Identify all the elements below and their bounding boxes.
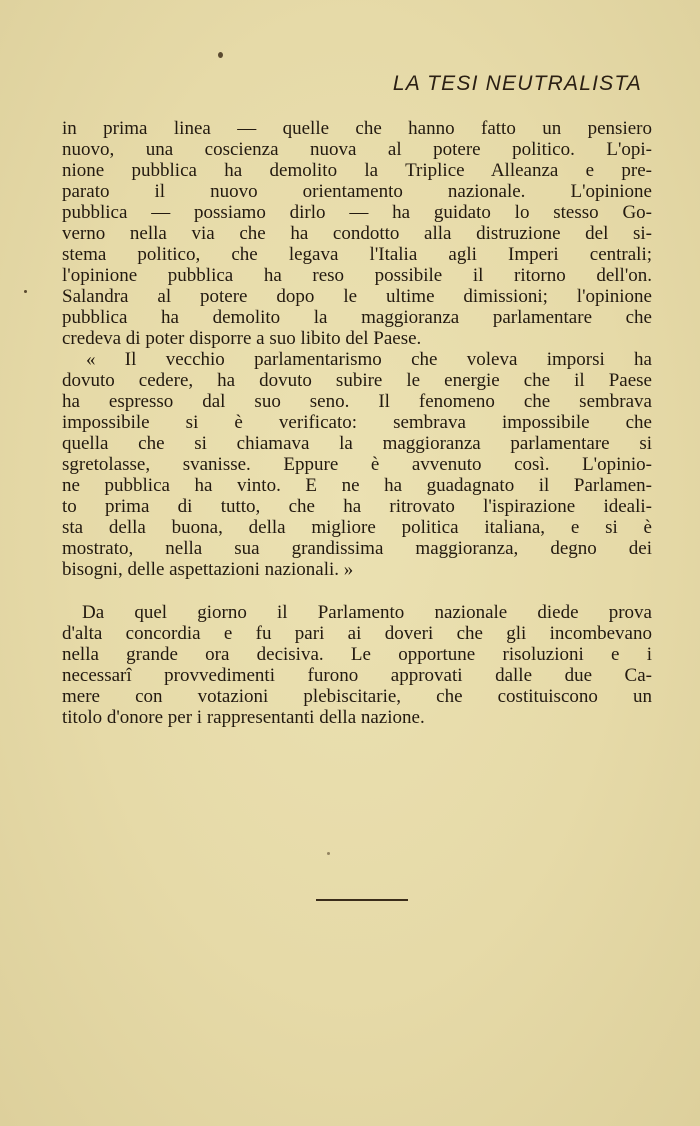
text-line: in prima linea — quelle che hanno fatto un pensiero (62, 118, 652, 139)
text-line: bisogni, delle aspettazioni nazionali. » (62, 559, 354, 580)
text-line: necessarî provvedimenti furono approvati dalle due Ca- (62, 665, 652, 686)
text-line: parato il nuovo orientamento nazionale. L'opinione (62, 181, 652, 202)
running-head-title: LA TESI NEUTRALISTA (392, 72, 642, 95)
text-line: quella che si chiamava la maggioranza parlamentare si (62, 433, 652, 454)
text-line: Da quel giorno il Parlamento nazionale diede prova (82, 602, 652, 623)
text-line: mostrato, nella sua grandissima maggioranza, degno dei (62, 538, 652, 559)
body-text (62, 118, 652, 728)
text-line: stema politico, che legava l'Italia agli Imperi centrali; (62, 244, 652, 265)
ink-speck (24, 290, 27, 293)
text-line: ne pubblica ha vinto. E ne ha guadagnato il Parlamen- (62, 475, 652, 496)
text-line: nuovo, una coscienza nuova al potere politico. L'opi- (62, 139, 652, 160)
text-line: impossibile si è verificato: sembrava impossibile che (62, 412, 652, 433)
paragraph-gap (62, 580, 652, 602)
text-line: pubblica — possiamo dirlo — ha guidato lo stesso Go- (62, 202, 652, 223)
text-line: dovuto cedere, ha dovuto subire le energie che il Paese (62, 370, 652, 391)
text-line: l'opinione pubblica ha reso possibile il ritorno dell'on. (62, 265, 652, 286)
text-line: nione pubblica ha demolito la Triplice Alleanza e pre- (62, 160, 652, 181)
text-line: sgretolasse, svanisse. Eppure è avvenuto così. L'opinio- (62, 454, 652, 475)
text-line: Salandra al potere dopo le ultime dimissioni; l'opinione (62, 286, 652, 307)
text-line: mere con votazioni plebiscitarie, che costituiscono un (62, 686, 652, 707)
text-line: ha espresso dal suo seno. Il fenomeno che sembrava (62, 391, 652, 412)
text-line: pubblica ha demolito la maggioranza parlamentare che (62, 307, 652, 328)
text-line: titolo d'onore per i rappresentanti della nazione. (62, 707, 425, 728)
ink-speck (327, 852, 330, 855)
text-line: credeva di poter disporre a suo libito del Paese. (62, 328, 422, 349)
text-line: sta della buona, della migliore politica italiana, e si è (62, 517, 652, 538)
text-line: to prima di tutto, che ha ritrovato l'ispirazione ideali- (62, 496, 652, 517)
text-line: « Il vecchio parlamentarismo che voleva imporsi ha (86, 349, 652, 370)
paragraph-2 (62, 349, 652, 580)
paragraph-1 (62, 118, 652, 349)
text-line: d'alta concordia e fu pari ai doveri che gli incombevano (62, 623, 652, 644)
ink-speck (218, 52, 223, 58)
paragraph-3 (62, 602, 652, 728)
text-line: nella grande ora decisiva. Le opportune risoluzioni e i (62, 644, 652, 665)
text-line: verno nella via che ha condotto alla distruzione del si- (62, 223, 652, 244)
closing-rule (316, 899, 408, 901)
